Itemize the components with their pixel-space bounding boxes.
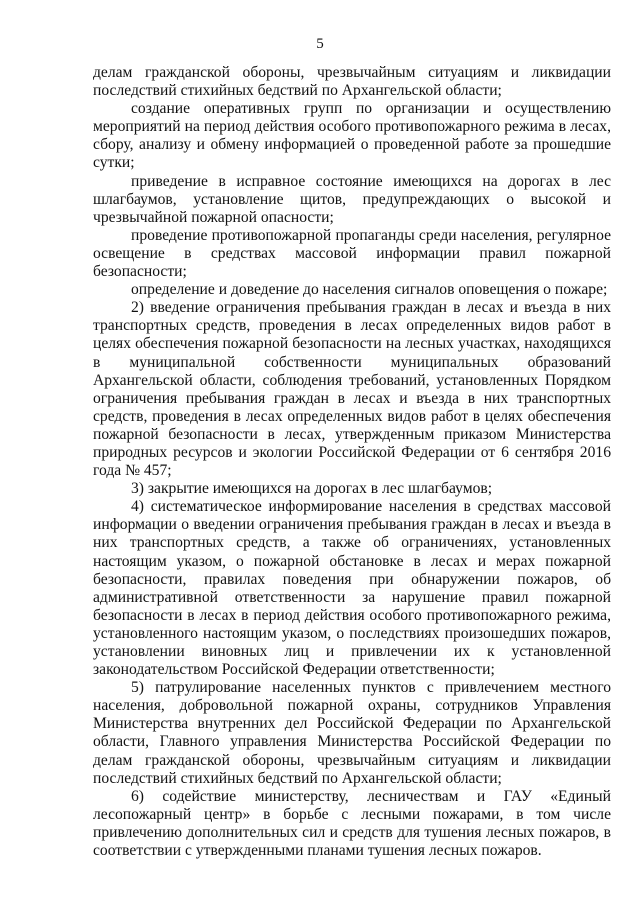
paragraph: делам гражданской обороны, чрезвычайным ситуациям и ликвидации последствий стихийных бедствий по Архангельской области; — [93, 64, 611, 100]
paragraph: проведение противопожарной пропаганды среди населения, регулярное освещение в средствах массовой информации правил пожарной безопасности; — [93, 226, 611, 281]
paragraph: создание оперативных групп по организации и осуществлению мероприятий на период действия особого противопожарного режима в лесах, сбору, анализу и обмену информацией о проведенной работе за прошедшие сутки; — [93, 100, 611, 172]
paragraph: 6) содействие министерству, лесничествам и ГАУ «Единый лесопожарный центр» в борьбе с лесными пожарами, в том числе привлечению дополнительных сил и средств для тушения лесных пожаров, в соответствии с утвержденными планами тушения лесных пожаров. — [93, 787, 611, 860]
paragraph: определение и доведение до населения сигналов оповещения о пожаре; — [131, 281, 608, 299]
page-number: 5 — [316, 36, 324, 52]
document-body — [93, 64, 611, 860]
paragraph: 3) закрытие имеющихся на дорогах в лес шлагбаумов; — [131, 480, 493, 498]
paragraph: 2) введение ограничения пребывания граждан в лесах и въезда в них транспортных средств, проведения в лесах определенных видов работ в целях обеспечения пожарной безопасности на лесных участках, находящихся в муниципальной собственности муниципальных образований Архангельской области, соблюдения требований, установленных Порядком ограничения пребывания граждан в лесах и въезда в них транспортных средств, проведения в лесах определенных видов работ в целях обеспечения пожарной безопасности в лесах, утвержденным приказом Министерства природных ресурсов и экологии Российской Федерации от 6 сентября 2016 года № 457; — [93, 299, 611, 480]
paragraph: приведение в исправное состояние имеющихся на дорогах в лес шлагбаумов, установление щитов, предупреждающих о высокой и чрезвычайной пожарной опасности; — [93, 172, 611, 226]
paragraph: 5) патрулирование населенных пунктов с привлечением местного населения, добровольной пожарной охраны, сотрудников Управления Министерства внутренних дел Российской Федерации по Архангельской области, Главного управления Министерства Российской Федерации по делам гражданской обороны, чрезвычайным ситуациям и ликвидации последствий стихийных бедствий по Архангельской области; — [93, 679, 611, 787]
paragraph: 4) систематическое информирование населения в средствах массовой информации о введении ограничения пребывания граждан в лесах и въезда в них транспортных средств, а также об ограничениях, установленных настоящим указом, о пожарной обстановке в лесах и мерах пожарной безопасности, правилах поведения при обнаружении пожаров, об административной ответственности за нарушение правил пожарной безопасности в лесах в период действия особого противопожарного режима, установленного настоящим указом, о последствиях произошедших пожаров, установлении виновных лиц и привлечении их к установленной законодательством Российской Федерации ответственности; — [93, 498, 611, 679]
